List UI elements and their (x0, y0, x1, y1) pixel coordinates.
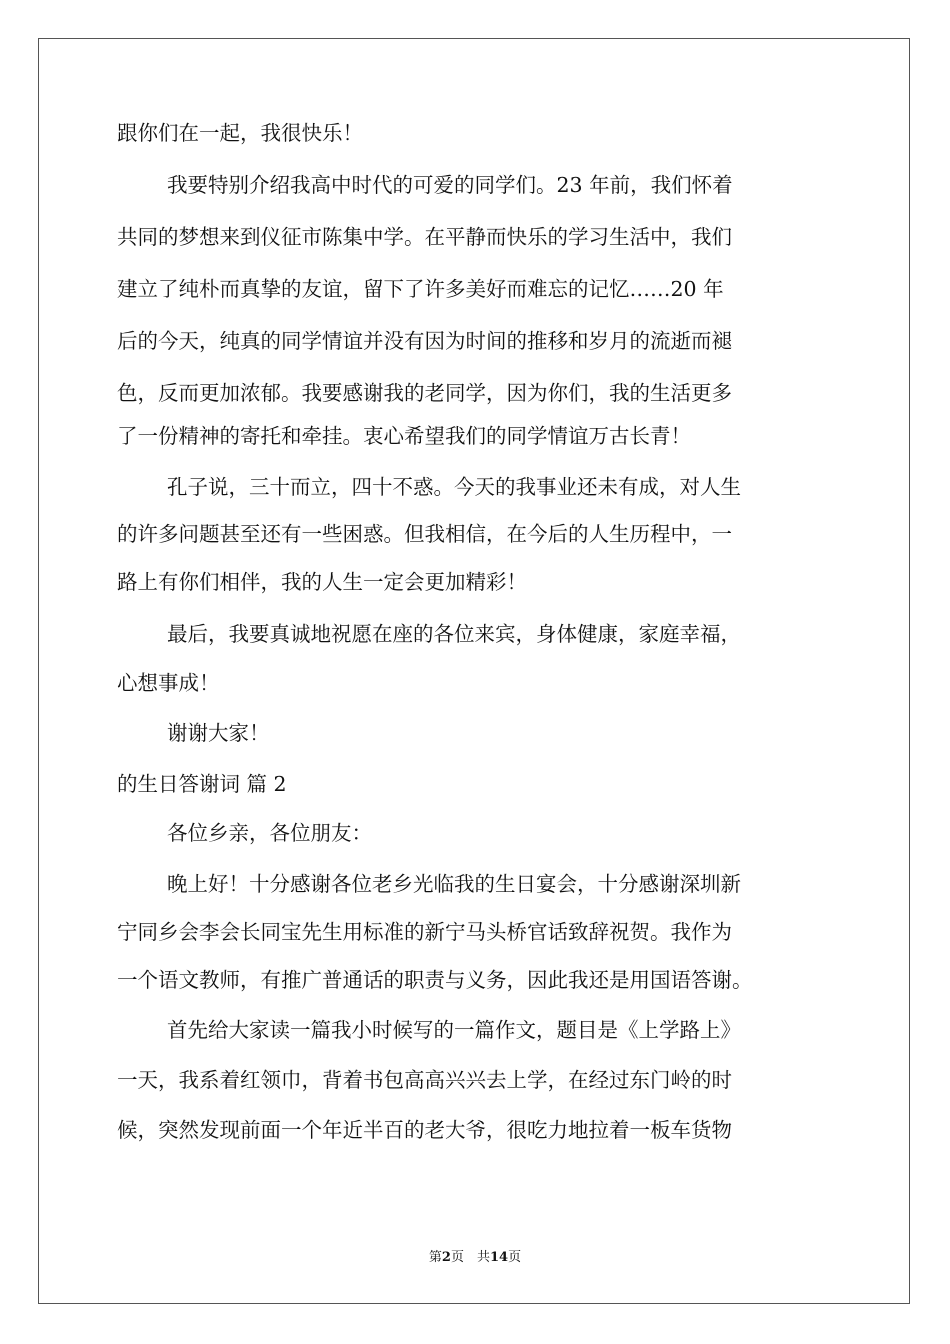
footer-total-pages: 14 (489, 1250, 509, 1265)
text-line: 心想事成！ (117, 671, 220, 695)
text-line: 晚上好！十分感谢各位老乡光临我的生日宴会，十分感谢深圳新 (167, 872, 741, 896)
text-line: 一天，我系着红领巾，背着书包高高兴兴去上学，在经过东门岭的时 (117, 1068, 732, 1092)
footer-prefix: 第 (428, 1250, 442, 1265)
footer-page-number: 2 (441, 1250, 451, 1265)
text-line: 后的今天，纯真的同学情谊并没有因为时间的推移和岁月的流逝而褪 (117, 329, 732, 353)
page-footer (0, 1246, 950, 1265)
text-line: 我要特别介绍我高中时代的可爱的同学们。23 年前，我们怀着 (167, 173, 733, 197)
text-line: 首先给大家读一篇我小时候写的一篇作文，题目是《上学路上》 (167, 1018, 741, 1042)
text-line: 了一份精神的寄托和牵挂。衷心希望我们的同学情谊万古长青！ (117, 424, 691, 448)
footer-suffix: 页 (508, 1250, 522, 1265)
text-line: 建立了纯朴而真挚的友谊，留下了许多美好而难忘的记忆……20 年 (117, 277, 724, 301)
text-line: 最后，我要真诚地祝愿在座的各位来宾，身体健康，家庭幸福， (167, 622, 741, 646)
text-line: 候，突然发现前面一个年近半百的老大爷，很吃力地拉着一板车货物 (117, 1118, 732, 1142)
text-line: 各位乡亲，各位朋友： (167, 821, 372, 845)
text-line: 一个语文教师，有推广普通话的职责与义务，因此我还是用国语答谢。 (117, 968, 753, 992)
section-heading: 的生日答谢词 篇 2 (117, 772, 287, 796)
footer-mid: 页 共 (450, 1250, 490, 1265)
text-line: 孔子说，三十而立，四十不惑。今天的我事业还未有成，对人生 (167, 475, 741, 499)
text-line: 共同的梦想来到仪征市陈集中学。在平静而快乐的学习生活中，我们 (117, 225, 732, 249)
text-line: 跟你们在一起，我很快乐！ (117, 121, 363, 145)
text-line: 色，反而更加浓郁。我要感谢我的老同学，因为你们，我的生活更多 (117, 381, 732, 405)
text-line: 路上有你们相伴，我的人生一定会更加精彩！ (117, 570, 527, 594)
text-line: 的许多问题甚至还有一些困惑。但我相信，在今后的人生历程中，一 (117, 522, 732, 546)
text-line: 宁同乡会李会长同宝先生用标准的新宁马头桥官话致辞祝贺。我作为 (117, 920, 732, 944)
text-line: 谢谢大家！ (167, 721, 270, 745)
